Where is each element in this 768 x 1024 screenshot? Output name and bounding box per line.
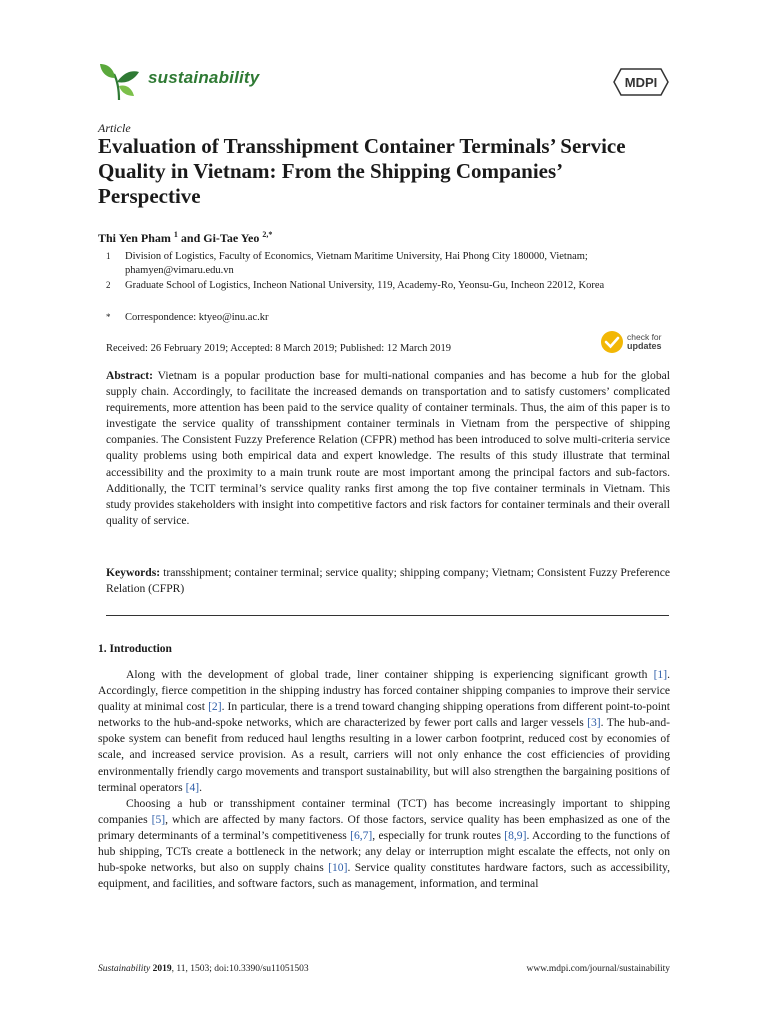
check-updates-icon	[600, 330, 624, 354]
keywords	[106, 565, 670, 597]
mdpi-logo	[613, 67, 669, 97]
publication-dates: Received: 26 February 2019; Accepted: 8 March 2019; Published: 12 March 2019	[106, 343, 451, 354]
affiliation-text: Division of Logistics, Faculty of Economics, Vietnam Maritime University, Hai Phong City 180000, Vietnam; phamyen@vimaru.edu.vn	[125, 251, 588, 276]
abstract	[106, 368, 670, 529]
section-body	[98, 667, 670, 892]
affiliation	[106, 250, 671, 277]
paragraph-text: . Service quality constitutes hardware factors, such as accessibility, equipment, and facilities, and software factors, such as management, information, and terminal	[98, 861, 670, 891]
paragraph-text: Choosing a hub or transshipment container terminal (TCT) has become increasingly important to shipping companies	[98, 796, 670, 826]
section-divider	[106, 615, 669, 616]
citation-link[interactable]: [5]	[151, 812, 166, 826]
citation-link[interactable]: [6,7]	[350, 828, 373, 842]
citation-link[interactable]: [1]	[653, 668, 668, 681]
affiliation-text: Graduate School of Logistics, Incheon National University, 119, Academy-Ro, Yeonsu-Gu, Incheon 22012, Korea	[125, 280, 605, 291]
author-name[interactable]: Thi Yen Pham	[98, 231, 171, 245]
keywords-label: Keywords:	[106, 566, 161, 579]
affiliation	[106, 311, 671, 325]
footer-doi[interactable]: , 11, 1503; doi:10.3390/su11051503	[171, 964, 309, 974]
affiliation-mark: *	[106, 312, 111, 322]
author-joiner: and	[177, 231, 204, 245]
author-list	[98, 230, 272, 246]
affiliation	[106, 279, 671, 293]
affiliation-marker: 2,*	[262, 230, 273, 239]
paragraph-text: . Accordingly, fierce competition in the shipping industry has forced container shipping companies to improve their service quality at minimal cost	[98, 668, 670, 714]
paragraph-text: Along with the development of global trade, liner container shipping is experiencing significant growth	[126, 668, 654, 681]
keywords-text: transshipment; container terminal; service quality; shipping company; Vietnam; Consistent Fuzzy Preference Relation (CFPR)	[106, 566, 670, 596]
paragraph-text: , especially for trunk routes	[372, 828, 505, 842]
abstract-text: Vietnam is a popular production base for multi-national companies and has become a hub for the global supply chain. Accordingly, to facilitate the increased demands on transportation and to satisfy customers’ complicated requirements, more attention has been paid to the service quality of container terminals. Thus, the aim of this paper is to investigate the service quality of transshipment container terminals in Vietnam from the perspective of shipping companies. The Consistent Fuzzy Preference Relation (CFPR) method has been introduced to solve multi-criteria service quality problems using both empirical data and expert knowledge. The results of this study illustrate that terminal accessibility and the proximity to a main trunk route are most important among the principal factors and sub-factors. Additionally, the TCIT terminal’s service quality ranks first among the top five container terminals in Vietnam. This study provides stakeholders with insight into competitive factors and risk factors for container terminals and their overall quality of service.	[106, 369, 670, 527]
paragraph-text: , which are affected by many factors. Of those factors, service quality has been emphasized as one of the primary determinants of a terminal’s competitiveness	[98, 812, 670, 842]
paragraph-text: .	[199, 780, 203, 794]
citation-link[interactable]: [8,9]	[504, 828, 527, 842]
paragraph-text: . The hub-and-spoke system can benefit from reduced haul lengths resulting in a lower carbon footprint, reduced cost by economies of scale, and increased service provision. As a result, carriers will not only enhance the cost efficiencies of providing environmentally friendly cargo movements and transport sustainability, but will also strengthen the bargaining positions of terminal operators	[98, 716, 670, 794]
citation-link[interactable]: [2]	[208, 700, 222, 714]
footer-url[interactable]: www.mdpi.com/journal/sustainability	[526, 964, 670, 974]
citation-link[interactable]: [3]	[587, 716, 601, 730]
paragraph-text: . In particular, there is a trend toward changing shipping operations from different point-to-point networks to the hub-and-spoke networks, which are characterized by fewer port calls and larger vessels	[98, 700, 670, 730]
section-heading: 1. Introduction	[98, 643, 172, 655]
affiliation-mark: 1	[106, 251, 111, 261]
check-updates-line1: check for	[627, 332, 662, 342]
affiliation-mark: 2	[106, 280, 111, 290]
citation-link[interactable]: [4]	[185, 780, 200, 794]
affiliation-marker: 1	[173, 230, 178, 239]
author-name[interactable]: Gi-Tae Yeo	[203, 231, 260, 245]
paragraph	[98, 796, 670, 893]
journal-name: sustainability	[148, 68, 260, 87]
citation-link[interactable]: [10]	[328, 861, 348, 875]
mdpi-logo-text: MDPI	[624, 75, 658, 90]
abstract-label: Abstract:	[106, 369, 154, 382]
footer-year: 2019	[150, 964, 172, 974]
paragraph-text: . According to the functions of hub shipping, TCTs create a bottleneck in the network; any delay or interruption might escalate the effects, not only on hub-spoke networks, but also on supply chains	[98, 828, 670, 875]
correspondence-text[interactable]: Correspondence: ktyeo@inu.ac.kr	[125, 312, 269, 323]
check-for-updates-button[interactable]	[600, 330, 672, 358]
paper-title: Evaluation of Transshipment Container Terminals’ Service Quality in Vietnam: From the Shipping Companies’ Perspective	[98, 134, 626, 208]
paragraph	[98, 667, 670, 796]
footer-journal: Sustainability	[98, 964, 151, 974]
sustainability-logo	[98, 58, 140, 102]
article-type: Article	[98, 121, 131, 135]
check-updates-line2: updates	[627, 341, 662, 351]
footer-citation	[98, 964, 309, 974]
